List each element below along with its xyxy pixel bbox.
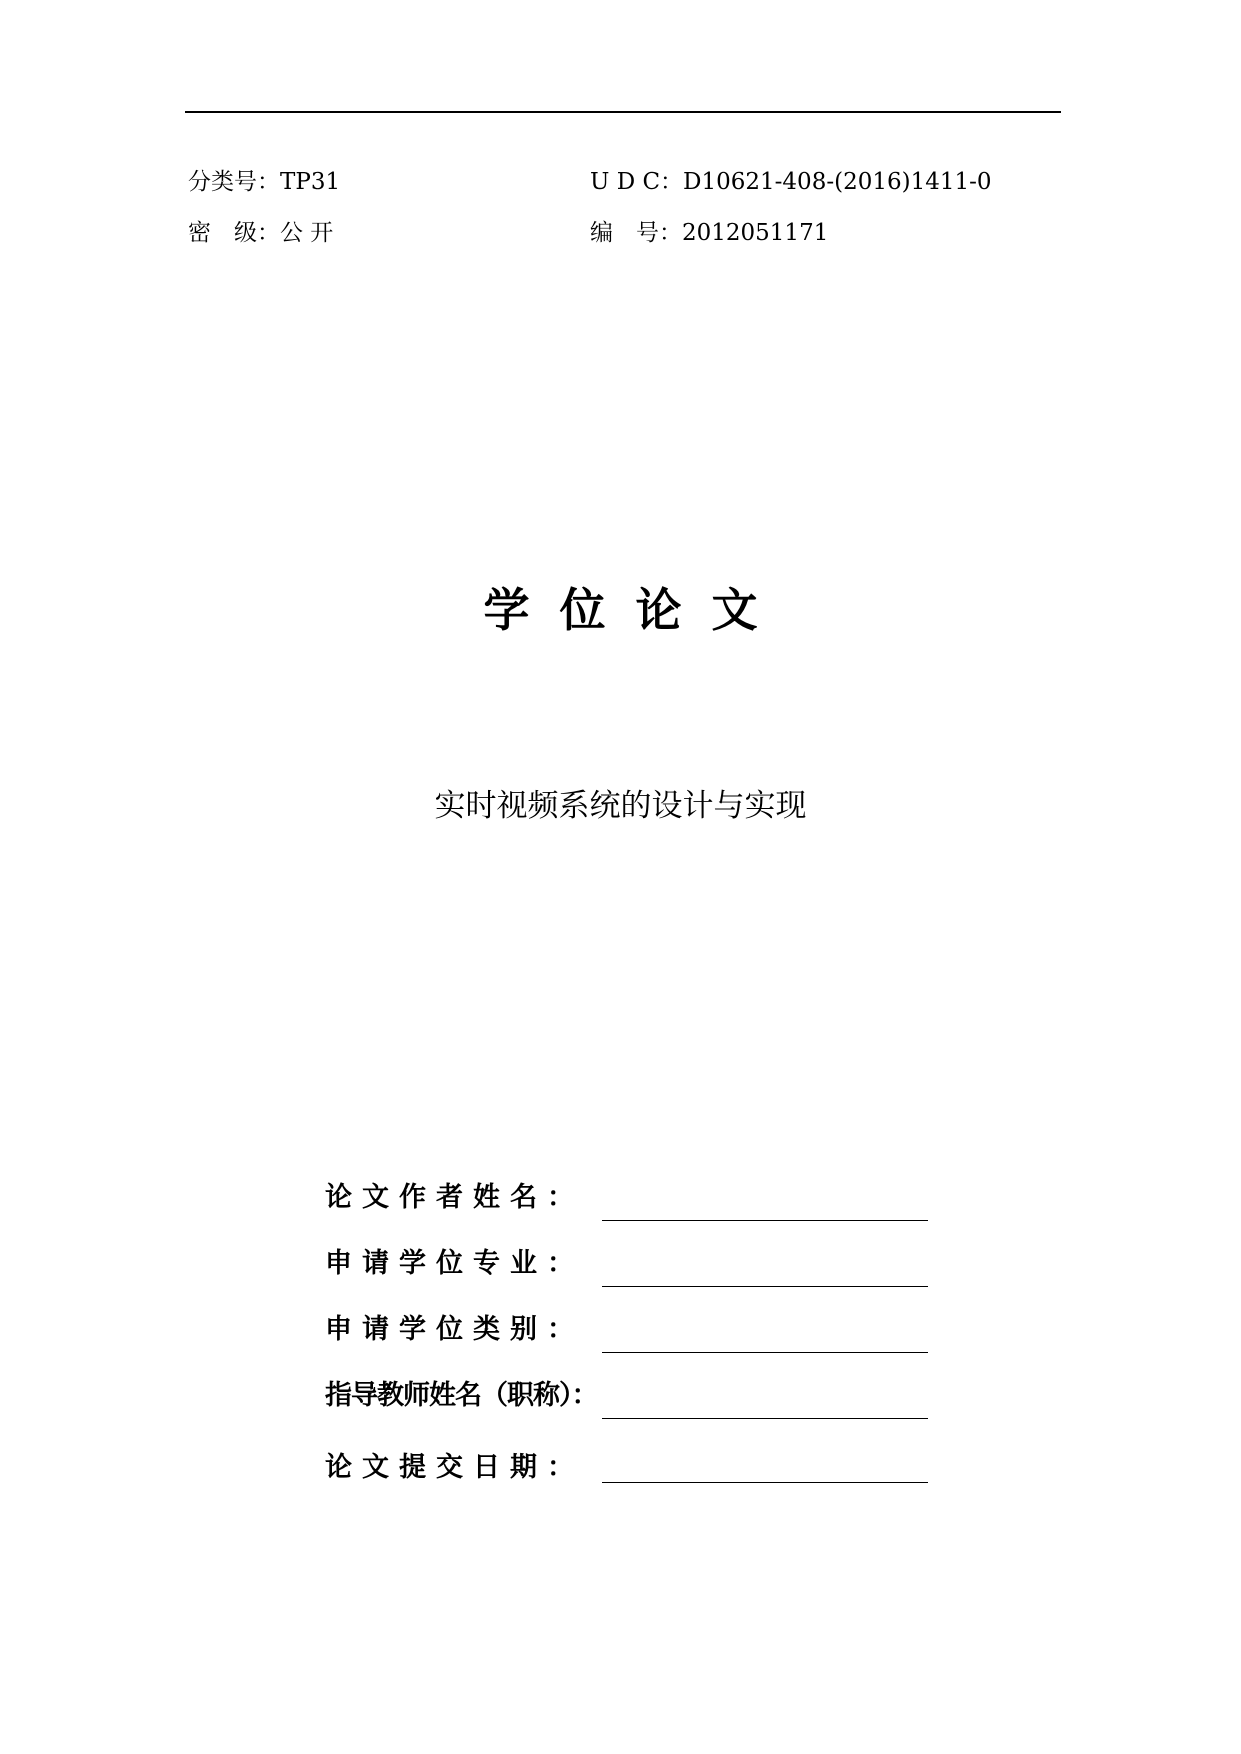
degree-type-field[interactable]	[602, 1352, 928, 1353]
number-label: 编 号：	[590, 220, 682, 246]
classification-number	[188, 167, 340, 197]
thesis-title: 实时视频系统的设计与实现	[434, 788, 807, 824]
degree-type-label: 申请学位类别：	[325, 1314, 584, 1345]
udc-label: U D C：	[590, 169, 684, 195]
degree-thesis-heading: 学位论文	[483, 583, 788, 637]
author-name-label: 论文作者姓名：	[325, 1182, 584, 1213]
udc-code	[590, 167, 992, 197]
header-rule	[185, 111, 1061, 113]
author-name-field[interactable]	[602, 1220, 928, 1221]
secrecy-label: 密 级：	[188, 220, 280, 246]
advisor-label: 指导教师姓名（职称）：	[325, 1380, 598, 1411]
submission-date-label: 论文提交日期：	[325, 1452, 584, 1483]
secrecy-level	[188, 218, 333, 248]
classification-label: 分类号：	[188, 169, 280, 195]
classification-value: TP31	[280, 169, 341, 195]
advisor-field[interactable]	[602, 1418, 928, 1419]
major-field[interactable]	[602, 1286, 928, 1287]
number-value: 2012051171	[682, 220, 829, 246]
submission-date-field[interactable]	[602, 1482, 928, 1483]
major-label: 申请学位专业：	[325, 1248, 584, 1279]
secrecy-value: 公 开	[280, 220, 334, 246]
udc-value: D10621-408-(2016)1411-0	[683, 169, 992, 195]
serial-number	[590, 218, 828, 248]
